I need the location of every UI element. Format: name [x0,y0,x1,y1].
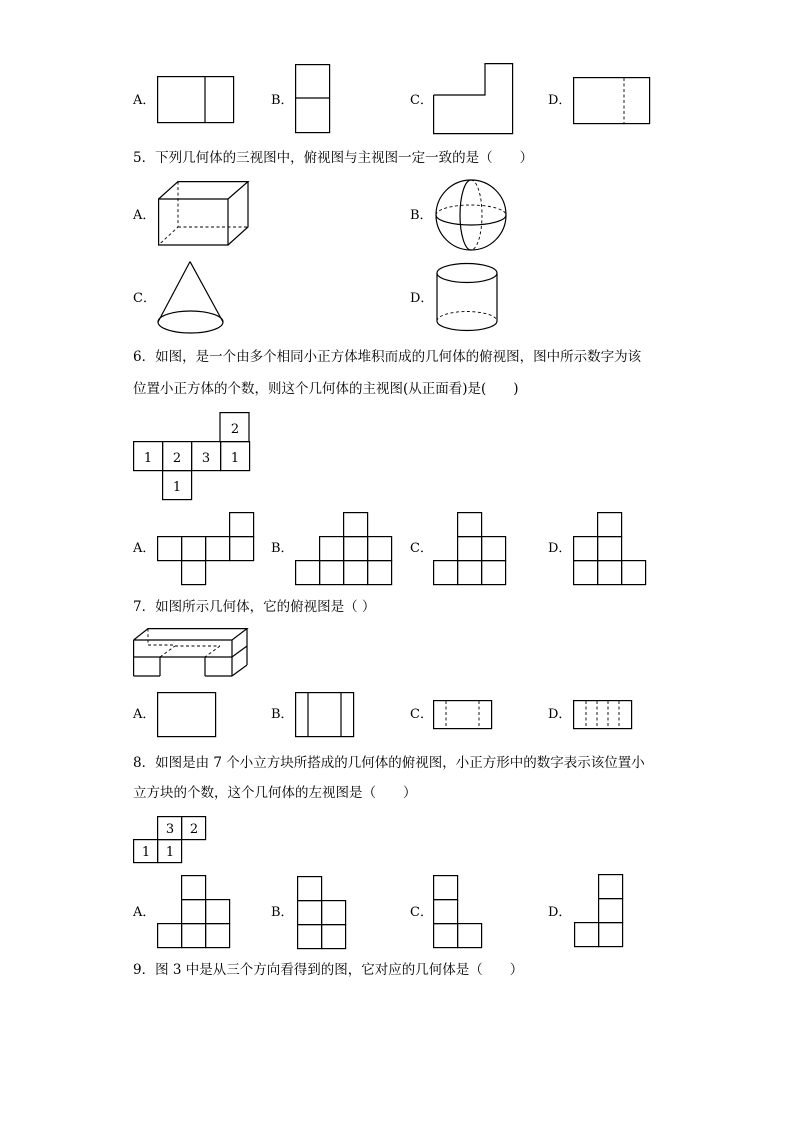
q7-option-c-label[interactable]: C． [410,707,433,722]
q4-option-a-label[interactable]: A． [133,93,156,108]
q4-option-b-figure [295,64,331,134]
q6-option-a-label[interactable]: A． [133,541,156,556]
q6-grid-number: 2 [230,422,240,437]
q6-question-line2: 位置小正方体的个数，则这个几何体的主视图(从正面看)是( ) [133,381,519,397]
q8-question-line1: 8．如图是由 7 个小立方块所搭成的几何体的俯视图，小正方形中的数字表示该位置小 [133,755,645,771]
q8-grid-number: 2 [189,822,199,837]
q7-option-b-label[interactable]: B． [271,707,294,722]
q6-grid-number: 1 [172,480,182,495]
q8-option-a-figure [157,875,231,949]
q8-option-c-figure [433,875,483,949]
q6-option-a-figure [157,512,255,586]
sphere-icon [435,179,507,251]
q7-option-c-figure [433,700,493,730]
cylinder-icon [436,263,500,333]
q8-option-c-label[interactable]: C． [410,905,433,920]
q8-grid-number: 1 [165,845,175,860]
q6-option-c-figure [433,512,507,586]
q8-top-view-grid [133,816,209,864]
q7-option-d-figure [573,700,633,730]
q4-option-d-label[interactable]: D． [548,93,572,108]
q7-question: 7．如图所示几何体，它的俯视图是（ ） [133,599,376,615]
q8-option-a-label[interactable]: A． [133,905,156,920]
q6-option-d-label[interactable]: D． [548,541,572,556]
q8-option-d-label[interactable]: D． [548,905,572,920]
q6-option-b-figure [295,512,393,586]
q7-option-d-label[interactable]: D． [548,707,572,722]
q8-option-d-figure [574,874,624,948]
q6-question-line1: 6．如图，是一个由多个相同小正方体堆积而成的几何体的俯视图，图中所示数字为该 [133,349,642,365]
q7-option-a-label[interactable]: A． [133,707,156,722]
q5-option-b-label[interactable]: B． [410,208,433,223]
q4-option-d-figure [573,77,651,125]
q4-option-a-figure [157,76,235,124]
q8-option-b-label[interactable]: B． [271,905,294,920]
q4-option-b-label[interactable]: B． [271,93,294,108]
q4-option-c-figure [433,63,514,135]
q5-question: 5．下列几何体的三视图中，俯视图与主视图一定一致的是（ ） [133,150,534,166]
q6-option-d-figure [573,512,647,586]
q6-option-c-label[interactable]: C． [410,541,433,556]
q6-grid-number: 1 [143,451,153,466]
q5-option-d-label[interactable]: D． [410,291,434,306]
q6-option-b-label[interactable]: B． [271,541,294,556]
q8-grid-number: 1 [141,845,151,860]
q7-solid-figure [133,628,249,678]
q9-question: 9．图 3 中是从三个方向看得到的图，它对应的几何体是（ ） [133,962,524,978]
q6-grid-number: 2 [172,451,182,466]
q6-grid-number: 3 [201,451,211,466]
q5-option-c-label[interactable]: C． [133,291,156,306]
q8-question-line2: 立方块的个数，这个几何体的左视图是（ ） [133,785,417,801]
q6-grid-number: 1 [230,451,240,466]
q7-option-a-figure [157,692,217,738]
q8-option-b-figure [297,876,347,950]
q4-option-c-label[interactable]: C． [410,93,433,108]
q6-top-view-grid [133,412,251,500]
cone-icon [157,261,225,335]
q7-option-b-figure [295,692,355,738]
cuboid-icon [158,181,250,247]
q5-option-a-label[interactable]: A． [133,208,156,223]
q8-grid-number: 3 [165,822,175,837]
